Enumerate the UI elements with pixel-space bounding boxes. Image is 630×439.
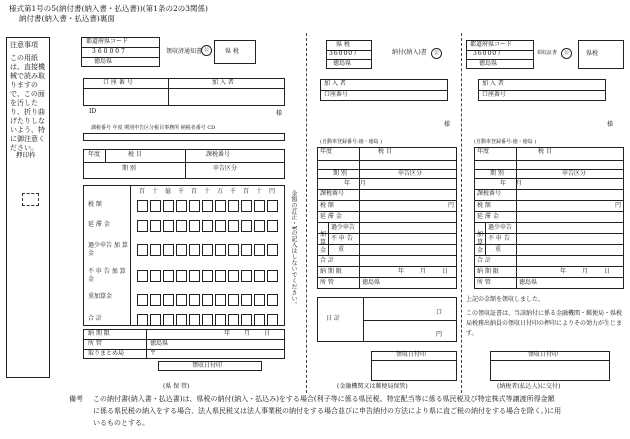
digit-box[interactable]	[254, 270, 265, 282]
right-receipt-title: 領収証書	[537, 50, 558, 56]
left-pref-name: 徳島県	[94, 58, 113, 65]
digit-box[interactable]	[241, 244, 252, 256]
mid-row-4: 重	[338, 246, 345, 253]
mid-row-5: 合 計	[320, 257, 334, 264]
left-row-label-4: 重加算金	[88, 293, 113, 300]
mid-pref-name: 徳島県	[333, 60, 352, 67]
right-due-value: 年 月 日	[560, 268, 610, 275]
left-item-label: 税 目	[128, 151, 142, 158]
left-header-grid	[83, 149, 285, 179]
right-period-label: 期 別	[490, 170, 504, 177]
digit-box[interactable]	[163, 200, 174, 212]
digit-box[interactable]	[241, 220, 252, 232]
digit-box[interactable]	[254, 314, 265, 326]
left-period-label: 期 別	[122, 165, 136, 172]
digit-box[interactable]	[176, 270, 187, 282]
digit-box[interactable]	[176, 200, 187, 212]
digit-box[interactable]	[176, 314, 187, 326]
digit-box[interactable]	[267, 244, 278, 256]
right-receipt-note: この領収証書は、当該納付に係る金融機関・郵便局・県税局税務出納員の領収日付印の押印によりその効力が生じます。	[466, 310, 623, 337]
right-ym: 年 月	[500, 180, 522, 187]
digit-box[interactable]	[254, 200, 265, 212]
right-tax-box	[578, 40, 624, 69]
digit-box[interactable]	[202, 314, 213, 326]
right-pref-code-label: 都道府県コード	[470, 41, 513, 48]
bottom-note-label: 備考	[69, 395, 83, 403]
mid-year-label: 年度	[320, 148, 333, 155]
left-notice-label: 領収済通知書	[166, 48, 203, 55]
digit-box[interactable]	[150, 294, 161, 306]
right-addtax-label: 加算金	[477, 231, 484, 254]
left-code-strip	[83, 133, 285, 141]
mid-vehicle: (自動車登録番号:徳・徳島 )	[320, 139, 383, 145]
right-row-2: 過少申告	[488, 224, 513, 231]
left-tax-no-label: 課税番号	[206, 151, 231, 158]
left-id-label: ID	[89, 108, 97, 115]
digit-box[interactable]	[150, 220, 161, 232]
digit-header-5: 十	[204, 188, 211, 195]
mid-total-label: 日 計	[326, 315, 340, 322]
digit-box[interactable]	[254, 244, 265, 256]
mid-office-value: 徳島県	[362, 279, 381, 286]
right-sama: 様	[607, 121, 614, 128]
digit-box[interactable]	[202, 270, 213, 282]
left-row-label-5: 合 計	[88, 315, 102, 322]
left-row-label-0: 税 額	[88, 201, 102, 208]
right-row-5: 合 計	[477, 257, 491, 264]
digit-box[interactable]	[137, 314, 148, 326]
right-yen: 円	[615, 202, 622, 209]
left-tax-label: 県 税	[225, 48, 239, 55]
left-office-label: 所 管	[88, 340, 102, 347]
mid-ym: 年 月	[344, 180, 366, 187]
mid-due-value: 年 月 日	[398, 268, 448, 275]
mid-footer: (金融機関又は郵便局保管)	[337, 383, 408, 390]
digit-box[interactable]	[228, 294, 239, 306]
left-account-label: 口 座 番 号	[103, 79, 133, 86]
left-declare-label: 申告区分	[213, 165, 238, 172]
digit-box[interactable]	[215, 220, 226, 232]
digit-box[interactable]	[189, 220, 200, 232]
digit-box[interactable]	[228, 244, 239, 256]
separator-2	[461, 33, 462, 393]
digit-box[interactable]	[163, 314, 174, 326]
right-office-value: 徳島県	[519, 279, 538, 286]
mid-row-0: 税 額	[320, 202, 334, 209]
left-row-label-2: 過少申告 加 算 金	[88, 242, 128, 257]
digit-box[interactable]	[267, 294, 278, 306]
digit-box[interactable]	[150, 270, 161, 282]
mid-seal-char: 公	[434, 50, 440, 56]
left-office-value: 徳島県	[150, 340, 169, 347]
digit-box[interactable]	[215, 314, 226, 326]
left-payer-label: 加 入 者	[212, 79, 234, 86]
right-code: 360007	[473, 50, 502, 57]
digit-box[interactable]	[137, 220, 148, 232]
mid-office-label: 所 管	[320, 279, 334, 286]
digit-box[interactable]	[150, 244, 161, 256]
digit-box[interactable]	[176, 244, 187, 256]
left-receipt-label: 領収日付印	[192, 362, 223, 369]
mid-title: 納付(納入)書	[392, 49, 427, 56]
bottom-note-line1: この納付書(納入書・払込書)は、県税の納付(納入・払込み)をする場合(利子等に係る県民税、特定配当等に係る県民税及び特定株式等譲渡所得金額	[93, 395, 555, 403]
mid-row-1: 延 滞 金	[320, 213, 342, 220]
digit-box[interactable]	[241, 200, 252, 212]
right-item-label: 税 目	[538, 148, 552, 155]
left-sama: 様	[276, 110, 283, 117]
digit-header-7: 千	[230, 188, 237, 195]
digit-box[interactable]	[189, 294, 200, 306]
right-row-3: 不 申 告	[488, 235, 510, 242]
digit-box[interactable]	[137, 270, 148, 282]
stamp-frame-label: 押印枠	[16, 151, 36, 159]
mid-item-label: 税 目	[378, 148, 392, 155]
right-seal-char: 公	[564, 50, 570, 56]
digit-box[interactable]	[150, 200, 161, 212]
digit-box[interactable]	[228, 200, 239, 212]
left-due-value: 年 月 日	[224, 330, 270, 337]
right-row-0: 税 額	[477, 202, 491, 209]
digit-box[interactable]	[189, 270, 200, 282]
digit-box[interactable]	[176, 294, 187, 306]
digit-box[interactable]	[150, 314, 161, 326]
mid-receipt-label: 領収日付印	[396, 351, 427, 358]
left-year-label: 年度	[88, 151, 101, 158]
digit-box[interactable]	[202, 220, 213, 232]
mid-period-label: 期 別	[333, 170, 347, 177]
digit-box[interactable]	[202, 200, 213, 212]
mid-due-label: 納 期 限	[320, 268, 342, 275]
right-receipt-line: 上記の金額を領収しました。	[466, 296, 545, 303]
mid-account-label: 口座番号	[324, 91, 349, 98]
digit-header-8: 百	[243, 188, 250, 195]
left-footer: (県 保 管)	[163, 383, 190, 390]
digit-box[interactable]	[241, 294, 252, 306]
notes-text: この用紙は、直接機械で読み取りますので、この面を汚したり、折り曲げたりしないよう、特に御注意ください。	[10, 54, 45, 152]
right-footer: (納税者(払込人)に交付)	[497, 383, 561, 390]
digit-box[interactable]	[215, 270, 226, 282]
separator-1	[306, 33, 307, 393]
left-handler-label: 取りまとめ局	[88, 350, 125, 357]
left-code-row: 課税番号 年度 期別申告区分税目事務所 納税者番号 CD	[91, 125, 216, 131]
digit-box[interactable]	[137, 294, 148, 306]
digit-box[interactable]	[189, 244, 200, 256]
left-due-label: 納 期 限	[88, 330, 110, 337]
right-due-label: 納 期 限	[477, 268, 499, 275]
digit-box[interactable]	[137, 244, 148, 256]
mid-total-unit2: 円	[436, 331, 443, 338]
right-receipt-label: 領収日付印	[528, 351, 559, 358]
digit-box[interactable]	[163, 220, 174, 232]
digit-header-4: 百	[191, 188, 198, 195]
digit-box[interactable]	[267, 220, 278, 232]
digit-box[interactable]	[254, 294, 265, 306]
notes-title: 注意事項	[10, 41, 38, 49]
digit-box[interactable]	[267, 314, 278, 326]
digit-box[interactable]	[202, 244, 213, 256]
left-row-label-1: 延 滞 金	[88, 221, 110, 228]
digit-box[interactable]	[189, 314, 200, 326]
mid-row-2: 過少申告	[331, 224, 356, 231]
form-header-line1: 様式第1号の5(納付書(納入書・払込書))(第1条の2の3関係)	[9, 4, 208, 13]
digit-header-9: 十	[256, 188, 263, 195]
form-header-line2: 納付書(納入書・払込書)裏面	[19, 14, 115, 23]
digit-header-1: 十	[152, 188, 159, 195]
digit-box[interactable]	[137, 200, 148, 212]
mid-row-3: 不 申 告	[331, 235, 353, 242]
right-pref-name: 徳島県	[479, 60, 498, 67]
right-vehicle: (自動車登録番号:徳・徳島 )	[474, 139, 537, 145]
mid-pref-label: 県 税	[336, 41, 350, 48]
mid-sama: 様	[444, 121, 451, 128]
left-handler-value: 〒	[150, 350, 157, 357]
digit-box[interactable]	[241, 270, 252, 282]
digit-box[interactable]	[215, 200, 226, 212]
bottom-note-line3: いるものとする。	[93, 419, 149, 427]
digit-header-2: 億	[165, 188, 172, 195]
digit-box[interactable]	[254, 220, 265, 232]
digit-box[interactable]	[189, 200, 200, 212]
mid-code: 360007	[329, 50, 358, 57]
right-tax-no-label: 課税番号	[477, 190, 502, 197]
left-row-label-3: 不 申 告 加 算 金	[88, 268, 126, 283]
left-pref-code: 360007	[92, 48, 127, 55]
right-declare-label: 申告区分	[562, 170, 587, 177]
digit-box[interactable]	[215, 294, 226, 306]
right-office-label: 所 管	[477, 279, 491, 286]
right-row-1: 延 滞 金	[477, 213, 499, 220]
bottom-note-line2: に係る県民税の納入をする場合、法人県民税又は法人事業税の納付をする場合並びに申告納付の方法により県に直ご税の納付をする場合を除く。)に用	[93, 407, 562, 415]
mid-yen: 円	[448, 202, 455, 209]
digit-box[interactable]	[241, 314, 252, 326]
mid-addtax-label: 加算金	[320, 231, 327, 254]
left-seal-char: 公	[204, 47, 210, 53]
digit-box[interactable]	[163, 244, 174, 256]
stamp-frame	[22, 193, 39, 206]
right-tax-label: 県税	[586, 50, 599, 57]
digit-header-3: 千	[178, 188, 185, 195]
mid-tax-no-label: 課税番号	[320, 190, 345, 197]
right-row-4: 重	[495, 246, 502, 253]
digit-box[interactable]	[176, 220, 187, 232]
digit-box[interactable]	[202, 294, 213, 306]
mid-payer-label: 加 入 者	[324, 80, 346, 87]
digit-box[interactable]	[215, 244, 226, 256]
digit-box[interactable]	[163, 294, 174, 306]
digit-box[interactable]	[228, 270, 239, 282]
digit-header-6: 万	[217, 188, 224, 195]
mid-declare-label: 申告区分	[398, 170, 423, 177]
digit-box[interactable]	[163, 270, 174, 282]
right-account-label: 口座番号	[482, 91, 507, 98]
mid-total-unit1: 口	[436, 309, 443, 316]
digit-header-0: 百	[139, 188, 146, 195]
right-year-label: 年度	[477, 148, 490, 155]
digit-box[interactable]	[228, 220, 239, 232]
digit-box[interactable]	[267, 200, 278, 212]
digit-box[interactable]	[228, 314, 239, 326]
right-payer-label: 加 入 者	[482, 80, 504, 87]
left-vertical-note: 金額の訂正・¥の記入はしないでください。	[290, 190, 297, 308]
digit-box[interactable]	[267, 270, 278, 282]
digit-header-10: 円	[269, 188, 276, 195]
left-pref-code-label: 都道府県コード	[86, 38, 129, 45]
